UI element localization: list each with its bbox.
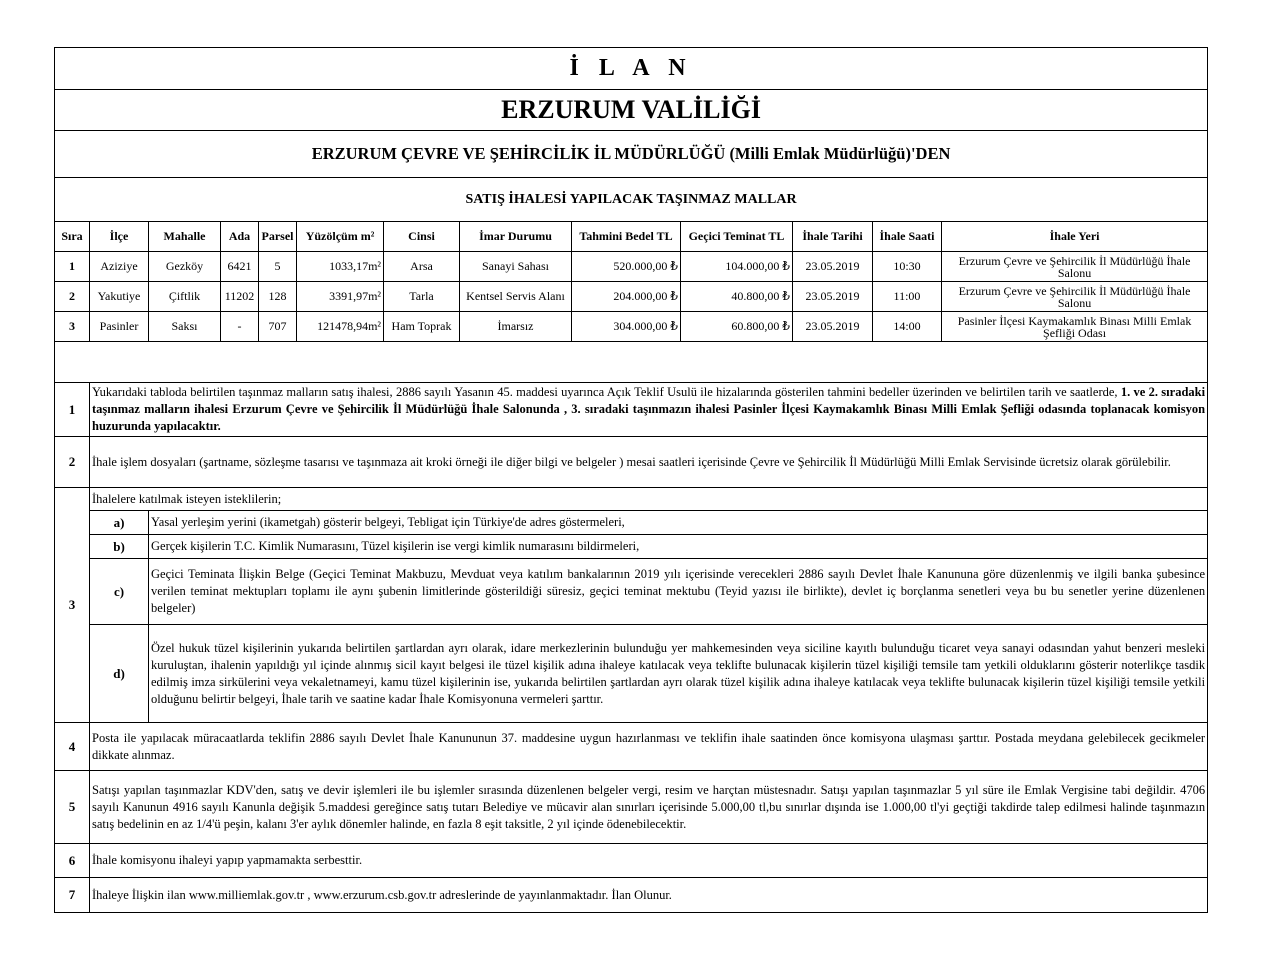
clause-text: Satışı yapılan taşınmazlar KDV'den, satış ve devir işlemleri ile bu işlemler sırasında düzenlenen belgeler vergi, resim ve harçtan müstesnadır. Satışı yapılan taşınmazlar 5 yıl süre ile Emlak Vergisine tabi değildir. 4706 sayılı Kanunun 4916 sayılı Kanunla değişik 5.maddesi gereğince satış tutarı Belediye ve mücavir alan sınırları içerisinde 5.000,00 tl,bu sınırlar dışında ise 1.000,00 tl'yi geçtiği takdirde talep edilmesi halinde taşınmazın satış bedelinin en az 1/4'ü peşin, kalanı 3'er aylık dönemler halinde, en fazla 8 eşit taksitle, 2 yıl içinde ödenebilecektir. xyxy=(90,771,1208,844)
clause-text-bold: 1. ve 2. sıradaki taşınmaz malların ihalesi Erzurum Çevre ve Şehircilik İl Müdürlüğü İhale Salonunda , 3. sıradaki taşınmazın ihalesi Pasinler İlçesi Kaymakamlık Binası Milli Emlak Şefliği odasında toplanacak komisyon huzurunda yapılacaktır. xyxy=(92,385,1206,433)
subitem-text: Özel hukuk tüzel kişilerinin yukarıda belirtilen şartlardan ayrı olarak, idare merkezlerinin bulunduğu yer mahkemesinden veya siciline kayıtlı bulunduğu ticaret veya sanayi odasından yahut benzeri mesleki kuruluştan, ihalenin yapıldığı yıl içinde alınmış sicil kayıt belgesi ile tüzel kişilik adına ihaleye katılacak veya teklifte bulunacak kişilerin tüzel kişiliği temsile tam yetkili olduklarını gösterir noterlikçe tasdik edilmiş imza sirkülerini veya vekaletnameyi, kamu tüzel kişilerinin ise, yukarıda belirtilen şartlardan ayrı olarak tüzel kişilik adına ihaleye katılacak veya teklifte bulunacak kişilerin tüzel kişiliği temsile yetkili olduğunu belirtir belgeyi, İhale tarih ve saatine kadar İhale Komisyonuna vermeleri şarttır. xyxy=(149,625,1208,723)
column-header: İmar Durumu xyxy=(460,222,572,252)
table-cell: Erzurum Çevre ve Şehircilik İl Müdürlüğü İhale Salonu xyxy=(942,252,1208,282)
subitem-text: Geçici Teminata İlişkin Belge (Geçici Teminat Makbuzu, Mevduat veya katılım bankalarının 2019 yılı içerisinde verecekleri 2886 sayılı Devlet İhale Kanununa göre düzenlenmiş ve ilgili banka şubesince verilen teminat mektupları toplamı ile aynı şubenin limitlerinde gösterildiği süresiz, geçici teminat mektubu (Teyid yazısı ile birlikte), devlet iç borçlanma senetleri veya bu bu senetler yerine düzenlenen belgeler) xyxy=(149,559,1208,625)
ilan-heading: İ L A N xyxy=(55,48,1208,90)
table-cell: - xyxy=(221,312,259,342)
clause-row xyxy=(55,383,1208,437)
column-header: İhale Saati xyxy=(873,222,942,252)
clause-row xyxy=(55,723,1208,771)
table-cell: 1033,17m² xyxy=(297,252,384,282)
table-cell: 2 xyxy=(55,282,90,312)
clause-text: İhale komisyonu ihaleyi yapıp yapmamakta serbesttir. xyxy=(90,844,1208,878)
table-cell: 1 xyxy=(55,252,90,282)
clause-number: 6 xyxy=(55,844,90,878)
clause-number: 4 xyxy=(55,723,90,771)
table-cell: Ham Toprak xyxy=(384,312,460,342)
clause-row xyxy=(55,771,1208,844)
table-cell: Arsa xyxy=(384,252,460,282)
clause-text: Posta ile yapılacak müracaatlarda teklifin 2886 sayılı Devlet İhale Kanununun 37. maddesine uygun hazırlanması ve teklifin ihale saatinden önce komisyona ulaşması şarttır. Postada meydana gelebilecek gecikmeler dikkate alınmaz. xyxy=(90,723,1208,771)
table-cell: Saksı xyxy=(149,312,221,342)
column-header: Sıra xyxy=(55,222,90,252)
table-cell: 11202 xyxy=(221,282,259,312)
column-header: Cinsi xyxy=(384,222,460,252)
clause-intro: İhalelere katılmak isteyen isteklilerin; xyxy=(90,488,1208,511)
clause-row xyxy=(55,437,1208,488)
table-cell: 128 xyxy=(259,282,297,312)
table-cell: 204.000,00 ₺ xyxy=(572,282,681,312)
valilik-heading: ERZURUM VALİLİĞİ xyxy=(55,90,1208,131)
table-cell: 304.000,00 ₺ xyxy=(572,312,681,342)
clause-subitem xyxy=(55,511,1208,535)
subitem-text: Gerçek kişilerin T.C. Kimlik Numarasını, Tüzel kişilerin ise vergi kimlik numarasını bildirmeleri, xyxy=(149,535,1208,559)
subitem-label: c) xyxy=(90,559,149,625)
clause-row xyxy=(55,878,1208,913)
clause-number: 7 xyxy=(55,878,90,913)
ilan-document xyxy=(54,47,1207,913)
table-row xyxy=(55,312,1208,342)
column-header: Tahmini Bedel TL xyxy=(572,222,681,252)
table-cell: İmarsız xyxy=(460,312,572,342)
table-cell: Sanayi Sahası xyxy=(460,252,572,282)
table-cell: 23.05.2019 xyxy=(793,282,873,312)
table-cell: 121478,94m² xyxy=(297,312,384,342)
clause-number: 3 xyxy=(55,488,90,723)
column-header: İhale Yeri xyxy=(942,222,1208,252)
clause-subitem xyxy=(55,559,1208,625)
clause-row xyxy=(55,844,1208,878)
table-cell: 520.000,00 ₺ xyxy=(572,252,681,282)
clause-row xyxy=(55,488,1208,511)
table-cell: 60.800,00 ₺ xyxy=(681,312,793,342)
table-cell: Çiftlik xyxy=(149,282,221,312)
table-header-row xyxy=(55,222,1208,252)
column-header: Ada xyxy=(221,222,259,252)
subitem-text: Yasal yerleşim yerini (ikametgah) gösterir belgeyi, Tebligat için Türkiye'de adres göstermeleri, xyxy=(149,511,1208,535)
mudurluk-heading: ERZURUM ÇEVRE VE ŞEHİRCİLİK İL MÜDÜRLÜĞÜ (Milli Emlak Müdürlüğü)'DEN xyxy=(55,131,1208,178)
column-header: Geçici Teminat TL xyxy=(681,222,793,252)
table-cell: 3 xyxy=(55,312,90,342)
table-cell: Gezköy xyxy=(149,252,221,282)
clause-text xyxy=(90,383,1208,437)
column-header: Mahalle xyxy=(149,222,221,252)
section-title: SATIŞ İHALESİ YAPILACAK TAŞINMAZ MALLAR xyxy=(55,178,1208,222)
table-cell: Aziziye xyxy=(90,252,149,282)
column-header: Parsel xyxy=(259,222,297,252)
table-cell: 40.800,00 ₺ xyxy=(681,282,793,312)
clause-text: İhale işlem dosyaları (şartname, sözleşme tasarısı ve taşınmaza ait kroki örneği ile diğer bilgi ve belgeler ) mesai saatleri içerisinde Çevre ve Şehircilik İl Müdürlüğü Milli Emlak Servisinde ücretsiz olarak görülebilir. xyxy=(90,437,1208,488)
table-cell: 10:30 xyxy=(873,252,942,282)
subitem-label: d) xyxy=(90,625,149,723)
table-cell: Erzurum Çevre ve Şehircilik İl Müdürlüğü İhale Salonu xyxy=(942,282,1208,312)
clause-number: 1 xyxy=(55,383,90,437)
spacer-row xyxy=(55,342,1208,383)
subitem-label: b) xyxy=(90,535,149,559)
table-cell: Yakutiye xyxy=(90,282,149,312)
table-cell: 5 xyxy=(259,252,297,282)
ilan-table xyxy=(54,47,1208,913)
clause-subitem xyxy=(55,535,1208,559)
clause-number: 5 xyxy=(55,771,90,844)
table-cell: Kentsel Servis Alanı xyxy=(460,282,572,312)
subitem-label: a) xyxy=(90,511,149,535)
clause-number: 2 xyxy=(55,437,90,488)
table-cell: 23.05.2019 xyxy=(793,312,873,342)
table-cell: Pasinler İlçesi Kaymakamlık Binası Milli Emlak Şefliği Odası xyxy=(942,312,1208,342)
table-row xyxy=(55,252,1208,282)
table-row xyxy=(55,282,1208,312)
column-header: İlçe xyxy=(90,222,149,252)
column-header: Yüzölçüm m² xyxy=(297,222,384,252)
table-cell: Pasinler xyxy=(90,312,149,342)
table-cell: 6421 xyxy=(221,252,259,282)
table-cell: Tarla xyxy=(384,282,460,312)
table-cell: 11:00 xyxy=(873,282,942,312)
table-cell: 23.05.2019 xyxy=(793,252,873,282)
clause-subitem xyxy=(55,625,1208,723)
clause-text-normal: Yukarıdaki tabloda belirtilen taşınmaz malların satış ihalesi, 2886 sayılı Yasanın 45. maddesi uyarınca Açık Teklif Usulü ile hizalarında gösterilen tahmini bedeller üzerinden ve belirtilen tarih ve saatlerde, xyxy=(92,385,1121,399)
table-cell: 707 xyxy=(259,312,297,342)
clause-text: İhaleye İlişkin ilan www.milliemlak.gov.tr , www.erzurum.csb.gov.tr adreslerinde de yayınlanmaktadır. İlan Olunur. xyxy=(90,878,1208,913)
column-header: İhale Tarihi xyxy=(793,222,873,252)
table-cell: 104.000,00 ₺ xyxy=(681,252,793,282)
table-cell: 14:00 xyxy=(873,312,942,342)
table-cell: 3391,97m² xyxy=(297,282,384,312)
